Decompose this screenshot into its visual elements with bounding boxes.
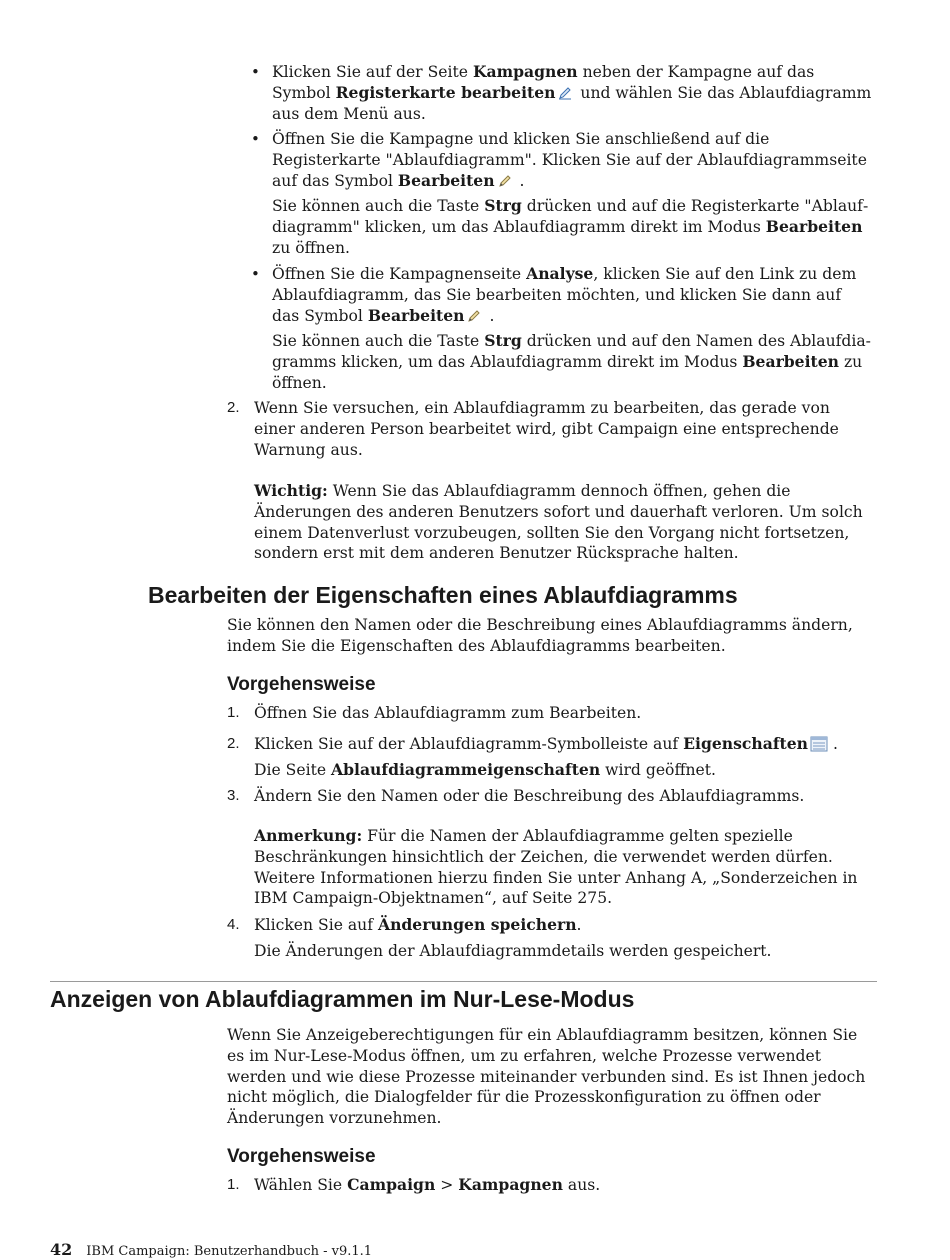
bullet: • [251, 63, 260, 81]
paragraph: Sie können auch die Taste Strg drücken und auf den Namen des Ablaufdiagramms klicken, um das Ablaufdiagramm direkt im Modus Bearbeiten zu öffnen. [272, 331, 871, 392]
note: Anmerkung: Für die Namen der Ablaufdiagramme gelten spezielle Beschränkungen hinsichtlich der Zeichen, die verwendet werden dürfen. Weitere Informationen hierzu finden Sie unter Anhang A, „Sonderzeichen in IBM Campaign-Objektnamen“, auf Seite 275. [254, 826, 858, 908]
section-title: Anzeigen von Ablaufdiagrammen im Nur-Lese-Modus [50, 986, 635, 1012]
footer-title: IBM Campaign: Benutzerhandbuch - v9.1.1 [86, 1244, 373, 1259]
pencil-icon [497, 173, 513, 189]
paragraph: Sie können auch die Taste Strg drücken und auf die Registerkarte "Ablaufdiagramm" klicken, um das Ablaufdiagramm direkt im Modus Bearbeiten zu öffnen. [272, 196, 869, 257]
page-number: 42 [50, 1240, 73, 1259]
procedure-title: Vorgehensweise [227, 674, 376, 695]
section-intro: Sie können den Namen oder die Beschreibung eines Ablaufdiagramms ändern, indem Sie die Eigenschaften des Ablaufdiagramms bearbeiten. [227, 616, 853, 655]
pencil-icon [466, 308, 482, 324]
bullet: • [251, 130, 260, 148]
section-intro: Wenn Sie Anzeigeberechtigungen für ein Ablaufdiagramm besitzen, können Sie es im Nur-Lese-Modus öffnen, um zu erfahren, welche Prozesse verwendet werden und wie diese Prozesse miteinander verbunden sind. Es ist Ihnen jedoch nicht möglich, die Dialogfelder für die Prozesskonfiguration zu öffnen oder Änderungen vorzunehmen. [227, 1026, 866, 1128]
list-item: Öffnen Sie die Kampagnenseite Analyse, klicken Sie auf den Link zu dem Ablaufdiagramm, das Sie bearbeiten möchten, und klicken Sie dann auf das Symbol Bearbeiten . [272, 264, 857, 325]
step-number: 3. [227, 787, 240, 804]
properties-table-icon [810, 736, 826, 752]
step-number: 1. [227, 1176, 240, 1193]
step-text: Klicken Sie auf Änderungen speichern. [254, 915, 582, 934]
step-text: Klicken Sie auf der Ablaufdiagramm-Symbolleiste auf Eigenschaften . [254, 734, 838, 753]
step-number: 2. [227, 735, 240, 752]
step-result: Die Seite Ablaufdiagrammeigenschaften wird geöffnet. [254, 760, 717, 779]
step-text: Ändern Sie den Namen oder die Beschreibung des Ablaufdiagramms. [254, 787, 805, 805]
step-result: Die Änderungen der Ablaufdiagrammdetails werden gespeichert. [254, 942, 772, 960]
step-text: Öffnen Sie das Ablaufdiagramm zum Bearbeiten. [254, 704, 642, 722]
step-text: Wählen Sie Campaign > Kampagnen aus. [254, 1175, 601, 1194]
section-title: Bearbeiten der Eigenschaften eines Ablaufdiagramms [148, 582, 738, 608]
step-number: 2. [227, 399, 240, 416]
step-number: 4. [227, 916, 240, 933]
important-note: Wichtig: Wenn Sie das Ablaufdiagramm dennoch öffnen, gehen die Änderungen des anderen Benutzers sofort und dauerhaft verloren. Um solch einem Datenverlust vorzubeugen, sollten Sie den Vorgang nicht fortsetzen, sondern erst mit dem anderen Benutzer Rücksprache halten. [254, 481, 863, 563]
bullet: • [251, 265, 260, 283]
pencil-tab-icon [557, 85, 573, 101]
list-item: Klicken Sie auf der Seite Kampagnen neben der Kampagne auf das Symbol Registerkarte bearbeiten und wählen Sie das Ablaufdiagramm aus dem Menü aus. [272, 62, 872, 123]
step-number: 1. [227, 704, 240, 721]
section-divider [50, 981, 877, 982]
list-item: Öffnen Sie die Kampagne und klicken Sie anschließend auf die Registerkarte "Ablaufdiagramm". Klicken Sie auf der Ablaufdiagrammseite auf das Symbol Bearbeiten . [272, 130, 867, 190]
page-footer [50, 1240, 372, 1259]
procedure-title: Vorgehensweise [227, 1146, 376, 1167]
step-text: Wenn Sie versuchen, ein Ablaufdiagramm zu bearbeiten, das gerade von einer anderen Person bearbeitet wird, gibt Campaign eine entsprechende Warnung aus. [254, 399, 839, 459]
